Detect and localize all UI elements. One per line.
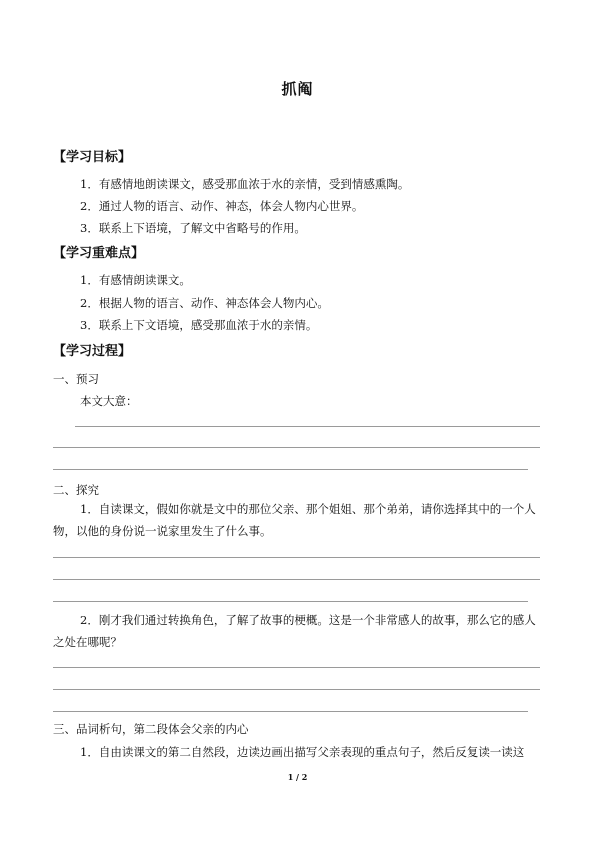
answer-line (53, 447, 540, 448)
answer-line (53, 689, 540, 690)
explore-question-1: 1．自读课文，假如你就是文中的那位父亲、那个姐姐、那个弟弟，请你选择其中的一个人物，以他的身份说一说家里发生了什么事。 (53, 502, 536, 538)
keypoint-item-2: 2．根据人物的语言、动作、神态体会人物内心。 (80, 296, 329, 310)
goals-heading: 【学习目标】 (53, 150, 132, 165)
answer-line (53, 557, 540, 558)
process-heading: 【学习过程】 (53, 344, 132, 359)
section-preview-title: 一、预习 (53, 372, 99, 386)
keypoint-item-3: 3．联系上下文语境，感受那血浓于水的亲情。 (80, 318, 318, 332)
summary-prompt: 本文大意： (80, 394, 138, 408)
goal-item-1: 1．有感情地朗读课文，感受那血浓于水的亲情，受到情感熏陶。 (80, 177, 410, 191)
answer-line (53, 469, 528, 470)
page-title: 抓阄 (281, 80, 314, 98)
answer-line (53, 601, 528, 602)
keypoints-heading: 【学习重难点】 (53, 246, 145, 261)
section-analysis-title: 三、品词析句，第二段体会父亲的内心 (53, 722, 249, 736)
answer-line (53, 711, 528, 712)
analysis-question-1: 1．自由读课文的第二自然段，边读边画出描写父亲表现的重点句子，然后反复读一读这 (80, 745, 525, 759)
page-number: 1 / 2 (287, 772, 308, 782)
answer-line (53, 667, 540, 668)
goal-item-2: 2．通过人物的语言、动作、神态，体会人物内心世界。 (80, 199, 364, 213)
section-explore-title: 二、探究 (53, 483, 99, 497)
explore-question-2: 2．刚才我们通过转换角色，了解了故事的梗概。这是一个非常感人的故事，那么它的感人之处在哪呢？ (53, 613, 536, 649)
answer-line (53, 579, 540, 580)
keypoint-item-1: 1．有感情朗读课文。 (80, 273, 191, 287)
goal-item-3: 3．联系上下语境，了解文中省略号的作用。 (80, 221, 306, 235)
answer-line (75, 426, 540, 427)
